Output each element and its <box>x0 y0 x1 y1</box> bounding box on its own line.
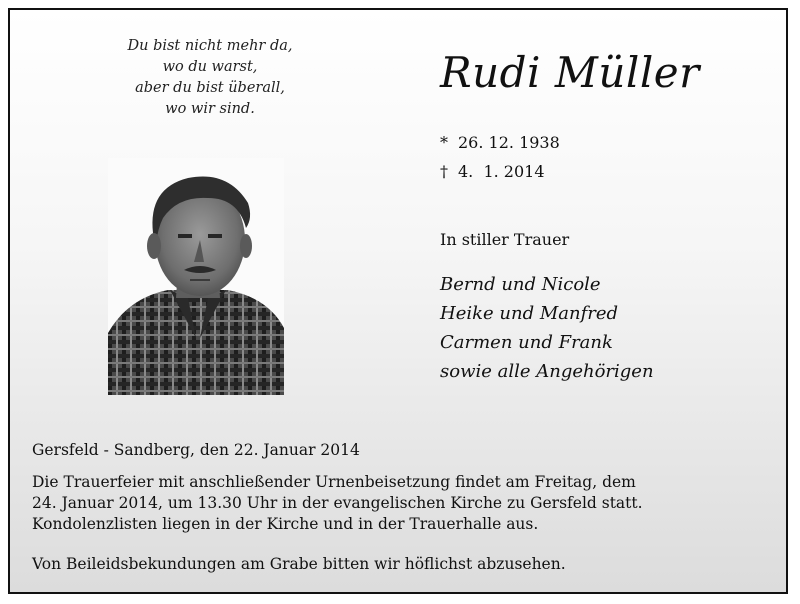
deceased-name: Rudi Müller <box>440 48 700 97</box>
death-date: 4. 1. 2014 <box>458 162 545 181</box>
poem-line: wo du warst, <box>162 59 258 75</box>
mourner-name: Carmen und Frank <box>440 332 613 353</box>
notice-line: 24. Januar 2014, um 13.30 Uhr in der evangelischen Kirche zu Gersfeld statt. <box>32 494 643 512</box>
poem-line: Du bist nicht mehr da, <box>127 38 293 54</box>
notice-line: Die Trauerfeier mit anschließender Urnenbeisetzung findet am Freitag, dem <box>32 473 636 491</box>
mourning-label: In stiller Trauer <box>440 230 570 249</box>
death-cross-icon: † <box>440 162 448 181</box>
poem-line: aber du bist überall, <box>135 80 285 96</box>
birth-line <box>440 128 560 157</box>
birth-symbol: * <box>440 133 448 152</box>
death-line <box>440 157 560 186</box>
birth-date: 26. 12. 1938 <box>458 133 560 152</box>
mourner-name: sowie alle Angehörigen <box>440 361 654 382</box>
portrait-photo <box>108 158 284 395</box>
memorial-poem <box>110 36 310 120</box>
notice-line: Kondolenzlisten liegen in der Kirche und in der Trauerhalle aus. <box>32 515 539 533</box>
mourner-name: Bernd und Nicole <box>440 274 601 295</box>
funeral-notice <box>32 472 732 535</box>
portrait-image <box>108 158 284 395</box>
mourners-list <box>440 270 654 386</box>
location-date: Gersfeld - Sandberg, den 22. Januar 2014 <box>32 441 360 459</box>
condolence-request: Von Beileidsbekundungen am Grabe bitten wir höflichst abzusehen. <box>32 555 566 573</box>
life-dates <box>440 128 560 186</box>
mourner-name: Heike und Manfred <box>440 303 619 324</box>
obituary-card <box>8 8 788 594</box>
poem-line: wo wir sind. <box>165 101 255 117</box>
